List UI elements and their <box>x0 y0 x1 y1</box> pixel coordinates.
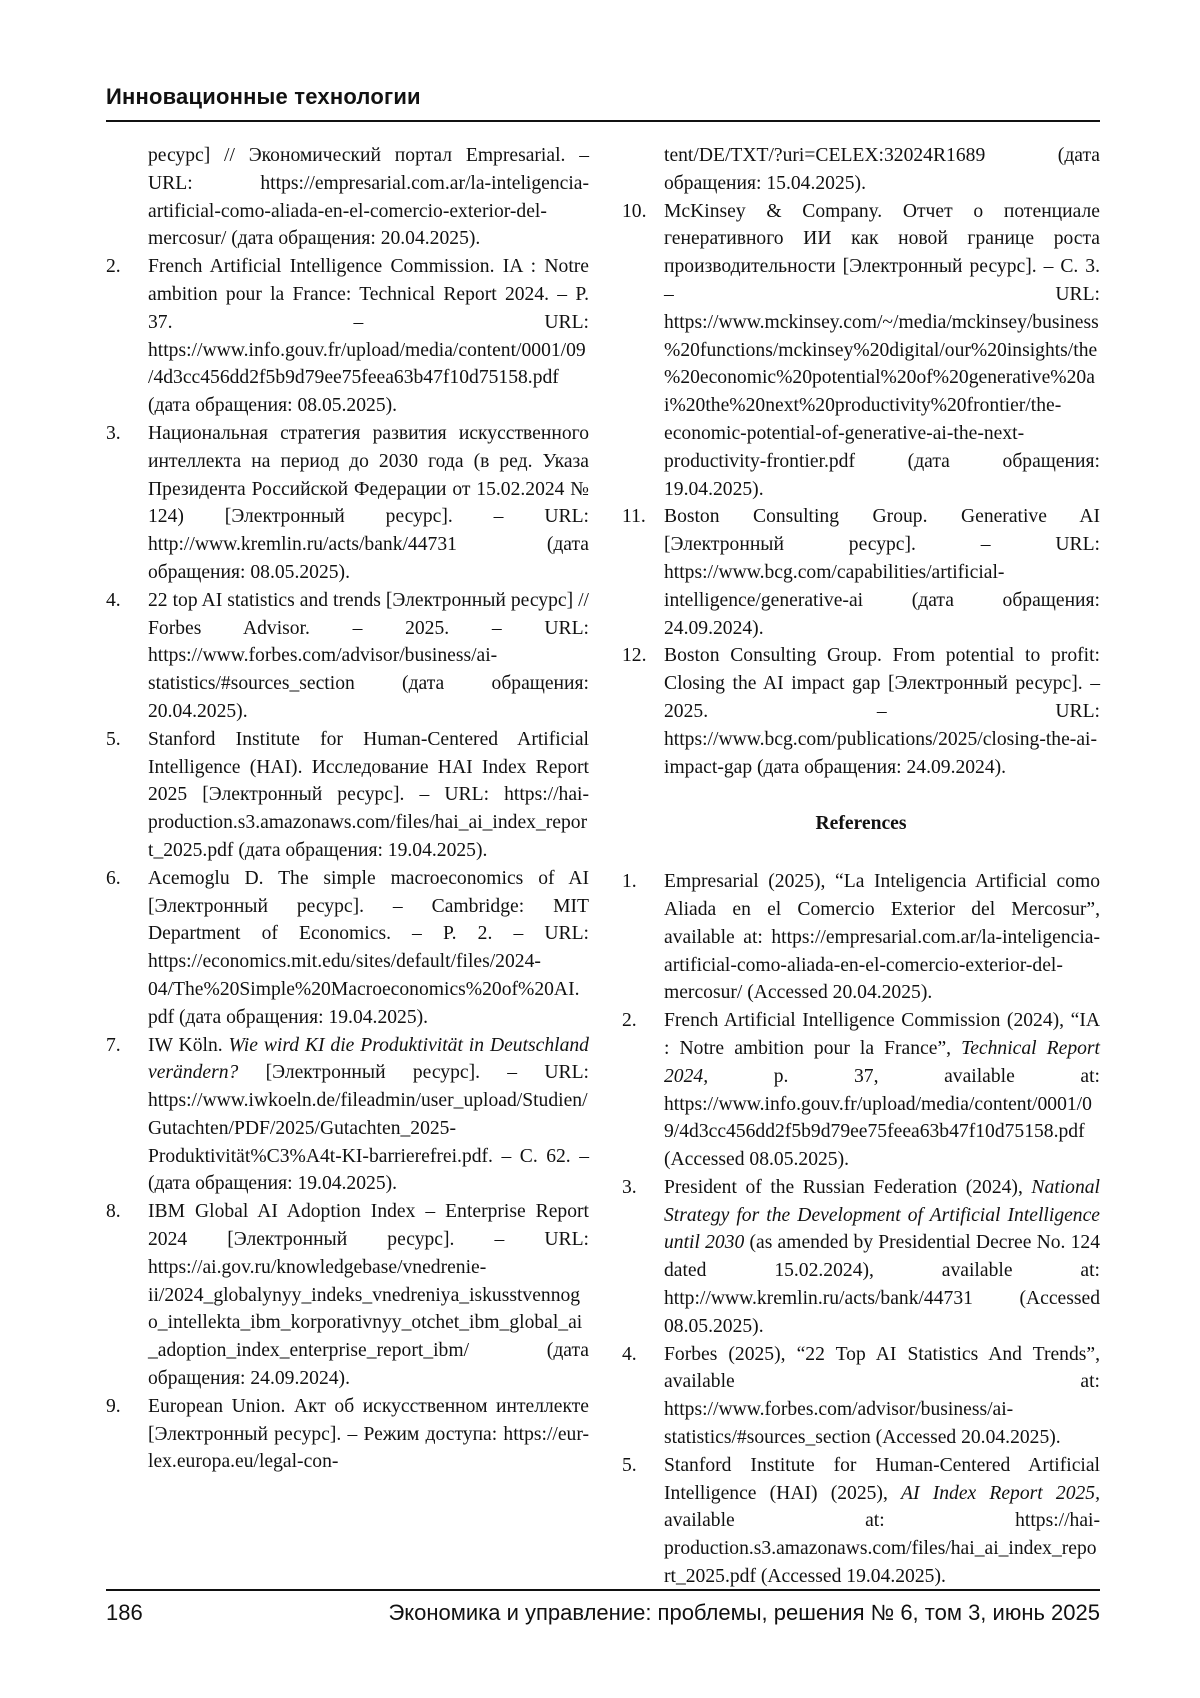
reference-continuation: tent/DE/TXT/?uri=CELEX:32024R1689 (дата обращения: 15.04.2025). <box>664 145 1100 194</box>
reference-number: 5. <box>622 1454 637 1476</box>
references-heading: References <box>815 813 907 835</box>
reference-text-after: available at: https://hai-production.s3.amazonaws.com/files/hai_ai_index_report_2025.pdf (Accessed 19.04.2025). <box>664 1510 1100 1588</box>
reference-item <box>106 587 589 726</box>
reference-text: Boston Consulting Group. From potential to profit: Closing the AI impact gap [Электронный ресурс]. – 2025. – URL: https://www.bcg.com/publications/2025/closing-the-ai-impact-gap (дата обращения: 24.09.2024). <box>664 645 1100 778</box>
reference-number: 10. <box>622 200 647 222</box>
reference-italic-title: AI Index Report 2025, <box>901 1482 1100 1504</box>
reference-item <box>106 726 589 865</box>
reference-number: 3. <box>622 1176 637 1198</box>
reference-item <box>106 1393 589 1476</box>
reference-italic-title: Technical Report 2024, <box>664 1037 1100 1087</box>
reference-text: European Union. Акт об искусственном интеллекте [Электронный ресурс]. – Режим доступа: https://eur-lex.europa.eu/legal-con- <box>148 1395 589 1473</box>
reference-item <box>106 865 589 1032</box>
reference-number: 8. <box>106 1201 121 1223</box>
reference-number: 12. <box>622 645 647 667</box>
reference-text <box>664 1452 1100 1591</box>
reference-item <box>106 420 589 587</box>
reference-text-before: Stanford Institute for Human-Centered Artificial Intelligence (HAI) (2025), <box>664 1454 1100 1504</box>
journal-citation: Экономика и управление: проблемы, решения № 6, том 3, июнь 2025 <box>388 1600 1100 1625</box>
reference-text: IBM Global AI Adoption Index – Enterprise Report 2024 [Электронный ресурс]. – URL: https://ai.gov.ru/knowledgebase/vnedrenie-ii/2024_globalynyy_indeks_vnedreniya_iskusstvennogo_intellekta_ibm_korporativnyy_otchet_ibm_global_ai_adoption_index_enterprise_report_ibm/ (дата обращения: 24.09.2024). <box>148 1201 589 1390</box>
reference-number: 4. <box>622 1343 637 1365</box>
reference-item <box>106 253 589 420</box>
header-divider <box>106 120 1100 122</box>
left-column <box>106 142 589 1476</box>
reference-text-before: French Artificial Intelligence Commission (2024), “IA : Notre ambition pour la France”, <box>664 1010 1100 1059</box>
reference-number: 11. <box>622 506 646 528</box>
reference-text: McKinsey & Company. Отчет о потенциале генеративного ИИ как новой границе роста производительности [Электронный ресурс]. – С. 3. – URL: https://www.mckinsey.com/~/media/mckinsey/business%20functions/mckinsey%20digital/our%20insights/the%20economic%20potential%20of%20generative%20ai%20the%20next%20productivity%20frontier/the-economic-potential-of-generative-ai-the-next-productivity-frontier.pdf (дата обращения: 19.04.2025). <box>664 200 1100 500</box>
reference-number: 3. <box>106 422 121 444</box>
reference-continuation: ресурс] // Экономический портал Empresarial. – URL: https://empresarial.com.ar/la-inteligencia-artificial-como-aliada-en-el-comercio-exterior-del-mercosur/ (дата обращения: 20.04.2025). <box>148 145 589 250</box>
reference-text <box>664 1007 1100 1174</box>
reference-text: Национальная стратегия развития искусственного интеллекта на период до 2030 года (в ред. Указа Президента Российской Федерации от 15.02.2024 № 124) [Электронный ресурс]. – URL: http://www.kremlin.ru/acts/bank/44731 (дата обращения: 08.05.2025). <box>148 422 589 583</box>
reference-item <box>622 1007 1100 1174</box>
reference-item <box>622 503 1100 642</box>
reference-text: Stanford Institute for Human-Centered Artificial Intelligence (HAI). Исследование HAI Index Report 2025 [Электронный ресурс]. – URL: https://hai-production.s3.amazonaws.com/files/hai_ai_index_report_2025.pdf (дата обращения: 19.04.2025). <box>148 728 589 861</box>
reference-text: French Artificial Intelligence Commission. IA : Notre ambition pour la France: Technical Report 2024. – P. 37. – URL: https://www.info.gouv.fr/upload/media/content/0001/09/4d3cc456dd2f5b9d79ee75feea63b47f10d75158.pdf (дата обращения: 08.05.2025). <box>148 256 589 417</box>
reference-number: 7. <box>106 1034 121 1056</box>
reference-text: Boston Consulting Group. Generative AI [Электронный ресурс]. – URL: https://www.bcg.com/capabilities/artificial-intelligence/generative-ai (дата обращения: 24.09.2024). <box>664 506 1100 639</box>
reference-text-before: IW Köln. <box>148 1034 229 1056</box>
reference-number: 2. <box>106 256 121 278</box>
reference-text <box>148 1032 589 1199</box>
reference-text <box>664 1174 1100 1341</box>
reference-number: 6. <box>106 867 121 889</box>
reference-item <box>622 868 1100 1007</box>
reference-item <box>106 1198 589 1393</box>
reference-number: 1. <box>622 871 637 893</box>
reference-text: Acemoglu D. The simple macroeconomics of AI [Электронный ресурс]. – Cambridge: MIT Department of Economics. – P. 2. – URL: https://economics.mit.edu/sites/default/files/2024-04/The%20Simple%20Macroeconomics%20of%20AI.pdf (дата обращения: 19.04.2025). <box>148 867 589 1028</box>
reference-text-before: President of the Russian Federation (2024), <box>664 1176 1032 1198</box>
right-column <box>622 142 1100 1591</box>
reference-text: Empresarial (2025), “La Inteligencia Artificial como Aliada en el Comercio Exterior del Mercosur”, available at: https://empresarial.com.ar/la-inteligencia-artificial-como-aliada-en-el-comercio-exterior-del-mercosur/ (Accessed 20.04.2025). <box>664 871 1100 1004</box>
footer-divider <box>106 1589 1100 1591</box>
reference-text-after: (as amended by Presidential Decree No. 124 dated 15.02.2024), available at: http://www.kremlin.ru/acts/bank/44731 (Accessed 08.05.2025). <box>664 1232 1101 1337</box>
reference-item <box>622 1174 1100 1341</box>
reference-italic-title: National Strategy for the Development of Artificial Intelligence until 2030 <box>664 1176 1100 1254</box>
running-header-title: Инновационные технологии <box>106 84 421 109</box>
reference-number: 5. <box>106 728 121 750</box>
reference-text: Forbes (2025), “22 Top AI Statistics And Trends”, available at: https://www.forbes.com/advisor/business/ai-statistics/#sources_section (Accessed 20.04.2025). <box>664 1343 1100 1449</box>
reference-number: 9. <box>106 1395 121 1417</box>
reference-text: 22 top AI statistics and trends [Электронный ресурс] // Forbes Advisor. – 2025. – URL: https://www.forbes.com/advisor/business/ai-statistics/#sources_section (дата обращения: 20.04.2025). <box>148 589 589 722</box>
reference-item <box>622 1452 1100 1591</box>
reference-text-after: p. 37, available at: https://www.info.gouv.fr/upload/media/content/0001/09/4d3cc456dd2f5b9d79ee75feea63b47f10d75158.pdf (Accessed 08.05.2025). <box>664 1065 1100 1171</box>
reference-item <box>622 642 1100 781</box>
page-number: 186 <box>106 1600 143 1625</box>
reference-italic-title: Wie wird KI die Produktivität in Deutschland verändern? <box>148 1034 589 1084</box>
reference-number: 2. <box>622 1010 637 1032</box>
reference-text-after: [Электронный ресурс]. – URL: https://www.iwkoeln.de/fileadmin/user_upload/Studien/Gutachten/PDF/2025/Gutachten_2025-Produktivität%C3%A4t-KI-barrierefrei.pdf. – С. 62. – (дата обращения: 19.04.2025). <box>148 1062 589 1195</box>
reference-number: 4. <box>106 589 121 611</box>
page-footer <box>106 1600 1100 1626</box>
reference-item <box>622 198 1100 504</box>
reference-item <box>622 1341 1100 1452</box>
reference-item <box>106 1032 589 1199</box>
